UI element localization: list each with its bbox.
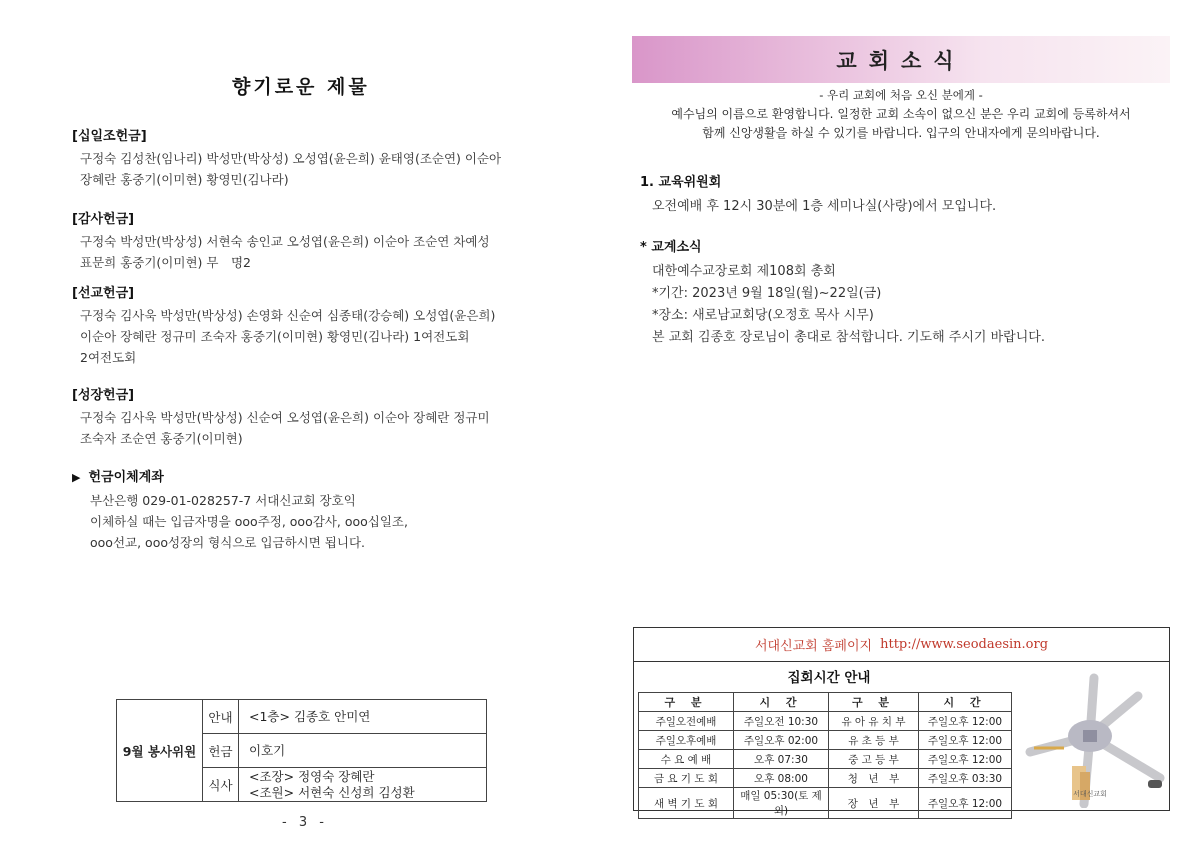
homepage-link[interactable]: http://www.seodaesin.org <box>880 637 1049 652</box>
banner-title: 교회소식 <box>836 47 966 73</box>
table-cell: 주일오후 12:00 <box>919 788 1012 819</box>
duty-person-line: <1층> 김종호 안미연 <box>249 708 371 724</box>
page-title: 향기로운 제물 <box>232 76 370 98</box>
offering-growth <box>72 384 542 449</box>
denomination-news-section <box>640 236 1160 349</box>
table-row <box>117 700 487 734</box>
welcome-subtitle: - 우리 교회에 처음 오신 분에게 - <box>819 88 983 102</box>
offering-heading: [선교헌금] <box>72 286 135 301</box>
table-cell: 수 요 예 배 <box>639 750 734 769</box>
offering-names <box>72 305 542 368</box>
offering-names <box>72 148 542 190</box>
map-illustration <box>1020 668 1168 808</box>
welcome-message <box>632 86 1170 143</box>
offering-names <box>72 407 542 449</box>
column-header: 시 간 <box>919 693 1012 712</box>
duty-person-line: 이호기 <box>249 742 286 758</box>
table-cell: 장 년 부 <box>829 788 919 819</box>
table-cell: 주일오후 03:30 <box>919 769 1012 788</box>
section-line: *장소: 새로남교회당(오정호 목사 시무) <box>652 308 874 323</box>
table-cell: 주일오후 12:00 <box>919 712 1012 731</box>
table-row <box>639 788 1012 819</box>
table-cell: 주일오후 02:00 <box>734 731 829 750</box>
duty-people <box>239 700 487 734</box>
table-cell: 주일오후예배 <box>639 731 734 750</box>
section-line: 대한예수교장로회 제108회 총회 <box>652 264 836 279</box>
table-cell: 주일오전 10:30 <box>734 712 829 731</box>
table-cell: 오후 08:00 <box>734 769 829 788</box>
duty-person-line: <조장> 정영숙 장혜란 <box>249 768 375 784</box>
duty-role: 식사 <box>203 768 239 802</box>
section-heading: * 교계소식 <box>640 240 702 255</box>
offering-heading: [성장헌금] <box>72 388 135 403</box>
offering-line: 구정숙 김사욱 박성만(박상성) 손영화 신순여 심종태(강승혜) 오성엽(윤은희) <box>80 308 496 323</box>
table-cell: 유 초 등 부 <box>829 731 919 750</box>
duty-people <box>239 734 487 768</box>
offering-line: 조숙자 조순연 홍중기(이미현) <box>80 431 243 446</box>
table-header-row <box>639 693 1012 712</box>
offering-line: 장혜란 홍중기(이미현) 황영민(김나라) <box>80 172 289 187</box>
table-row <box>639 750 1012 769</box>
duty-group-label: 9월 봉사위원 <box>117 700 203 802</box>
map-label: 서대신교회 <box>1073 790 1107 798</box>
section-line: 본 교회 김종호 장로님이 총대로 참석합니다. 기도해 주시기 바랍니다. <box>652 330 1045 345</box>
table-row <box>639 731 1012 750</box>
table-cell: 오후 07:30 <box>734 750 829 769</box>
offering-mission <box>72 282 542 368</box>
duty-table <box>116 699 487 802</box>
account-line: 부산은행 029-01-028257-7 서대신교회 장호익 <box>90 493 356 508</box>
table-row <box>639 769 1012 788</box>
column-header: 구 분 <box>639 693 734 712</box>
account-heading <box>72 466 542 485</box>
table-cell: 주일오후 12:00 <box>919 750 1012 769</box>
table-cell: 새 벽 기 도 회 <box>639 788 734 819</box>
duty-people <box>239 768 487 802</box>
church-news-banner <box>632 36 1170 83</box>
table-cell: 중 고 등 부 <box>829 750 919 769</box>
homepage-label: 서대신교회 홈페이지 <box>754 639 873 654</box>
church-info-box <box>633 627 1170 817</box>
welcome-line: 예수님의 이름으로 환영합니다. 일정한 교회 소속이 없으신 분은 우리 교회에 등록하셔서 <box>671 107 1131 121</box>
section-line: 오전예배 후 12시 30분에 1층 세미나실(사랑)에서 모입니다. <box>652 199 997 214</box>
duty-role: 안내 <box>203 700 239 734</box>
table-row <box>639 712 1012 731</box>
column-header: 시 간 <box>734 693 829 712</box>
education-committee-section <box>640 171 1160 218</box>
welcome-line: 함께 신앙생활을 하실 수 있기를 바랍니다. 입구의 안내자에게 문의바랍니다. <box>702 126 1100 140</box>
table-cell: 유 아 유 치 부 <box>829 712 919 731</box>
table-cell: 청 년 부 <box>829 769 919 788</box>
homepage-bar <box>634 628 1169 662</box>
offering-line: 2여전도회 <box>80 350 137 365</box>
table-cell: 매일 05:30(토 제외) <box>734 788 829 819</box>
duty-person-line: <조원> 서현숙 신성희 김성환 <box>249 784 415 800</box>
table-cell: 주일오후 12:00 <box>919 731 1012 750</box>
offering-line: 표문희 홍중기(이미현) 무 명2 <box>80 255 251 270</box>
offering-heading: [감사헌금] <box>72 212 135 227</box>
right-page <box>600 0 1200 848</box>
section-line: *기간: 2023년 9월 18일(월)~22일(금) <box>652 286 882 301</box>
offering-heading: [십일조헌금] <box>72 129 147 144</box>
table-cell: 금 요 기 도 회 <box>639 769 734 788</box>
column-header: 구 분 <box>829 693 919 712</box>
schedule-title: 집회시간 안내 <box>787 670 871 686</box>
bank-account-section <box>72 466 542 553</box>
location-map <box>1020 668 1168 808</box>
offering-names <box>72 231 542 273</box>
triangle-bullet-icon: ▶ <box>72 471 81 484</box>
offering-thanks <box>72 208 542 273</box>
account-line: 이체하실 때는 입금자명을 ooo주정, ooo감사, ooo십일조, <box>90 514 408 529</box>
duty-role: 헌금 <box>203 734 239 768</box>
offering-tithe <box>72 125 542 190</box>
offering-line: 구정숙 김사욱 박성만(박상성) 신순여 오성엽(윤은희) 이순아 장혜란 정규미 <box>80 410 490 425</box>
section-heading: 1. 교육위원회 <box>640 175 722 190</box>
table-cell: 주일오전예배 <box>639 712 734 731</box>
offering-line: 구정숙 박성만(박상성) 서현숙 송인교 오성엽(윤은희) 이순아 조순연 차예성 <box>80 234 490 249</box>
service-schedule-table <box>638 692 1012 819</box>
offering-line: 구정숙 김성찬(임나리) 박성만(박상성) 오성엽(윤은희) 윤태영(조순연) 이순아 <box>80 151 502 166</box>
account-line: ooo선교, ooo성장의 형식으로 입금하시면 됩니다. <box>90 535 366 550</box>
offering-line: 이순아 장혜란 정규미 조숙자 홍중기(이미현) 황영민(김나라) 1여전도회 <box>80 329 470 344</box>
page-number: - 3 - <box>282 815 328 830</box>
account-heading-text: 헌금이체계좌 <box>88 470 164 485</box>
